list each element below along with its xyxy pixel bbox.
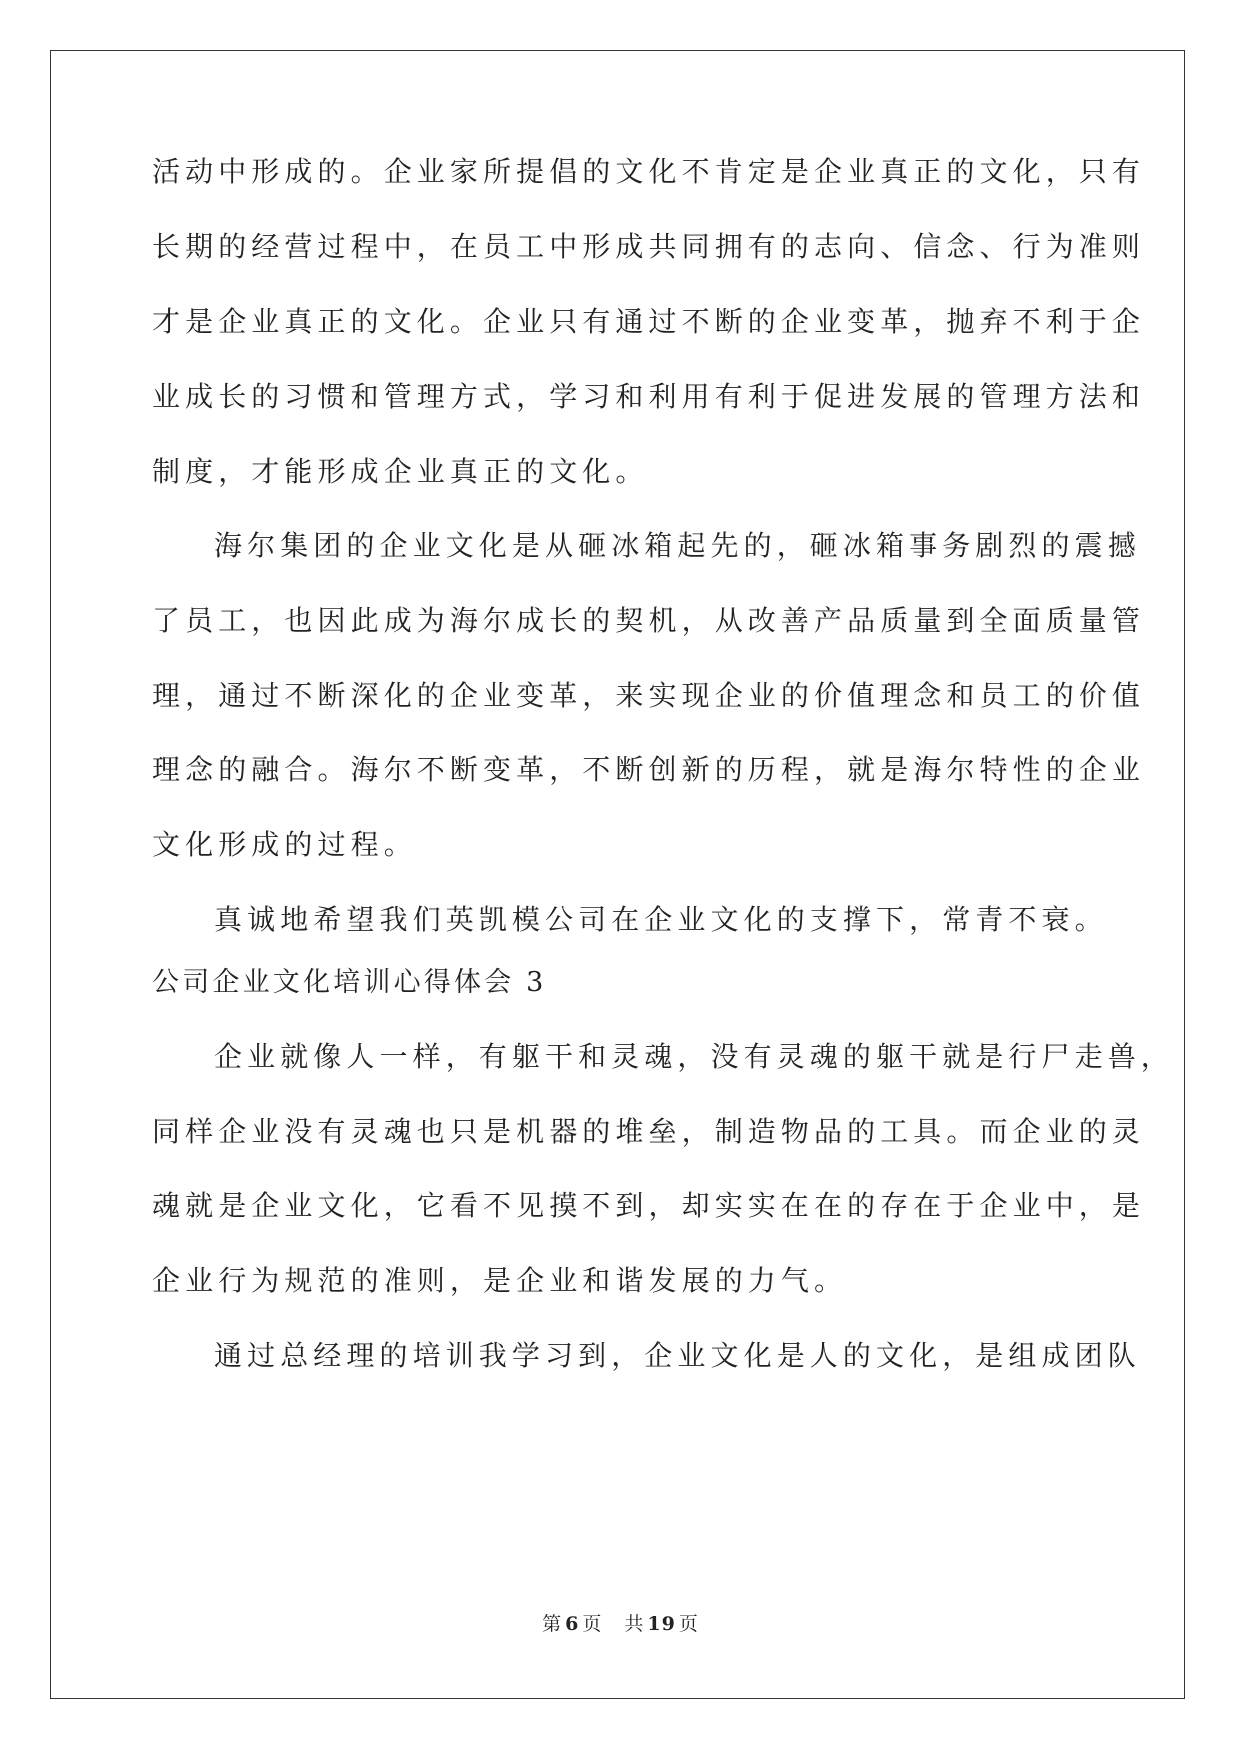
text-line: 活动中形成的。企业家所提倡的文化不肯定是企业真正的文化，只有 bbox=[152, 155, 1146, 188]
current-page-number: 6 bbox=[565, 1613, 580, 1635]
text-line: 业成长的习惯和管理方式，学习和利用有利于促进发展的管理方法和 bbox=[152, 380, 1146, 413]
paragraph-first-line: 企业就像人一样，有躯干和灵魂，没有灵魂的躯干就是行尸走兽， bbox=[214, 1040, 1174, 1073]
text-line: 文化形成的过程。 bbox=[152, 828, 417, 861]
footer-total-suffix: 页 bbox=[678, 1613, 699, 1635]
text-line: 理，通过不断深化的企业变革，来实现企业的价值理念和员工的价值 bbox=[152, 679, 1146, 712]
footer-total-prefix: 共 bbox=[624, 1613, 645, 1635]
text-line: 才是企业真正的文化。企业只有通过不断的企业变革，抛弃不利于企 bbox=[152, 305, 1146, 338]
text-line: 了员工，也因此成为海尔成长的契机，从改善产品质量到全面质量管 bbox=[152, 604, 1146, 637]
paragraph-first-line: 通过总经理的培训我学习到，企业文化是人的文化，是组成团队 bbox=[214, 1339, 1141, 1372]
page-border bbox=[50, 50, 1185, 1699]
text-line: 同样企业没有灵魂也只是机器的堆垒，制造物品的工具。而企业的灵 bbox=[152, 1115, 1146, 1148]
text-line: 魂就是企业文化，它看不见摸不到，却实实在在的存在于企业中，是 bbox=[152, 1189, 1146, 1222]
text-line: 理念的融合。海尔不断变革，不断创新的历程，就是海尔特性的企业 bbox=[152, 753, 1146, 786]
text-line: 长期的经营过程中，在员工中形成共同拥有的志向、信念、行为准则 bbox=[152, 230, 1146, 263]
total-page-count: 19 bbox=[647, 1613, 676, 1635]
text-line: 制度，才能形成企业真正的文化。 bbox=[152, 455, 649, 488]
footer-prefix: 第 bbox=[542, 1613, 563, 1635]
paragraph-first-line: 海尔集团的企业文化是从砸冰箱起先的，砸冰箱事务剧烈的震撼 bbox=[214, 529, 1141, 562]
footer-page-suffix: 页 bbox=[582, 1613, 603, 1635]
page-footer bbox=[0, 1609, 1241, 1636]
text-line: 企业行为规范的准则，是企业和谐发展的力气。 bbox=[152, 1264, 848, 1297]
paragraph-first-line: 真诚地希望我们英凯模公司在企业文化的支撑下，常青不衰。 bbox=[214, 903, 1108, 936]
section-heading: 公司企业文化培训心得体会 3 bbox=[152, 967, 547, 998]
